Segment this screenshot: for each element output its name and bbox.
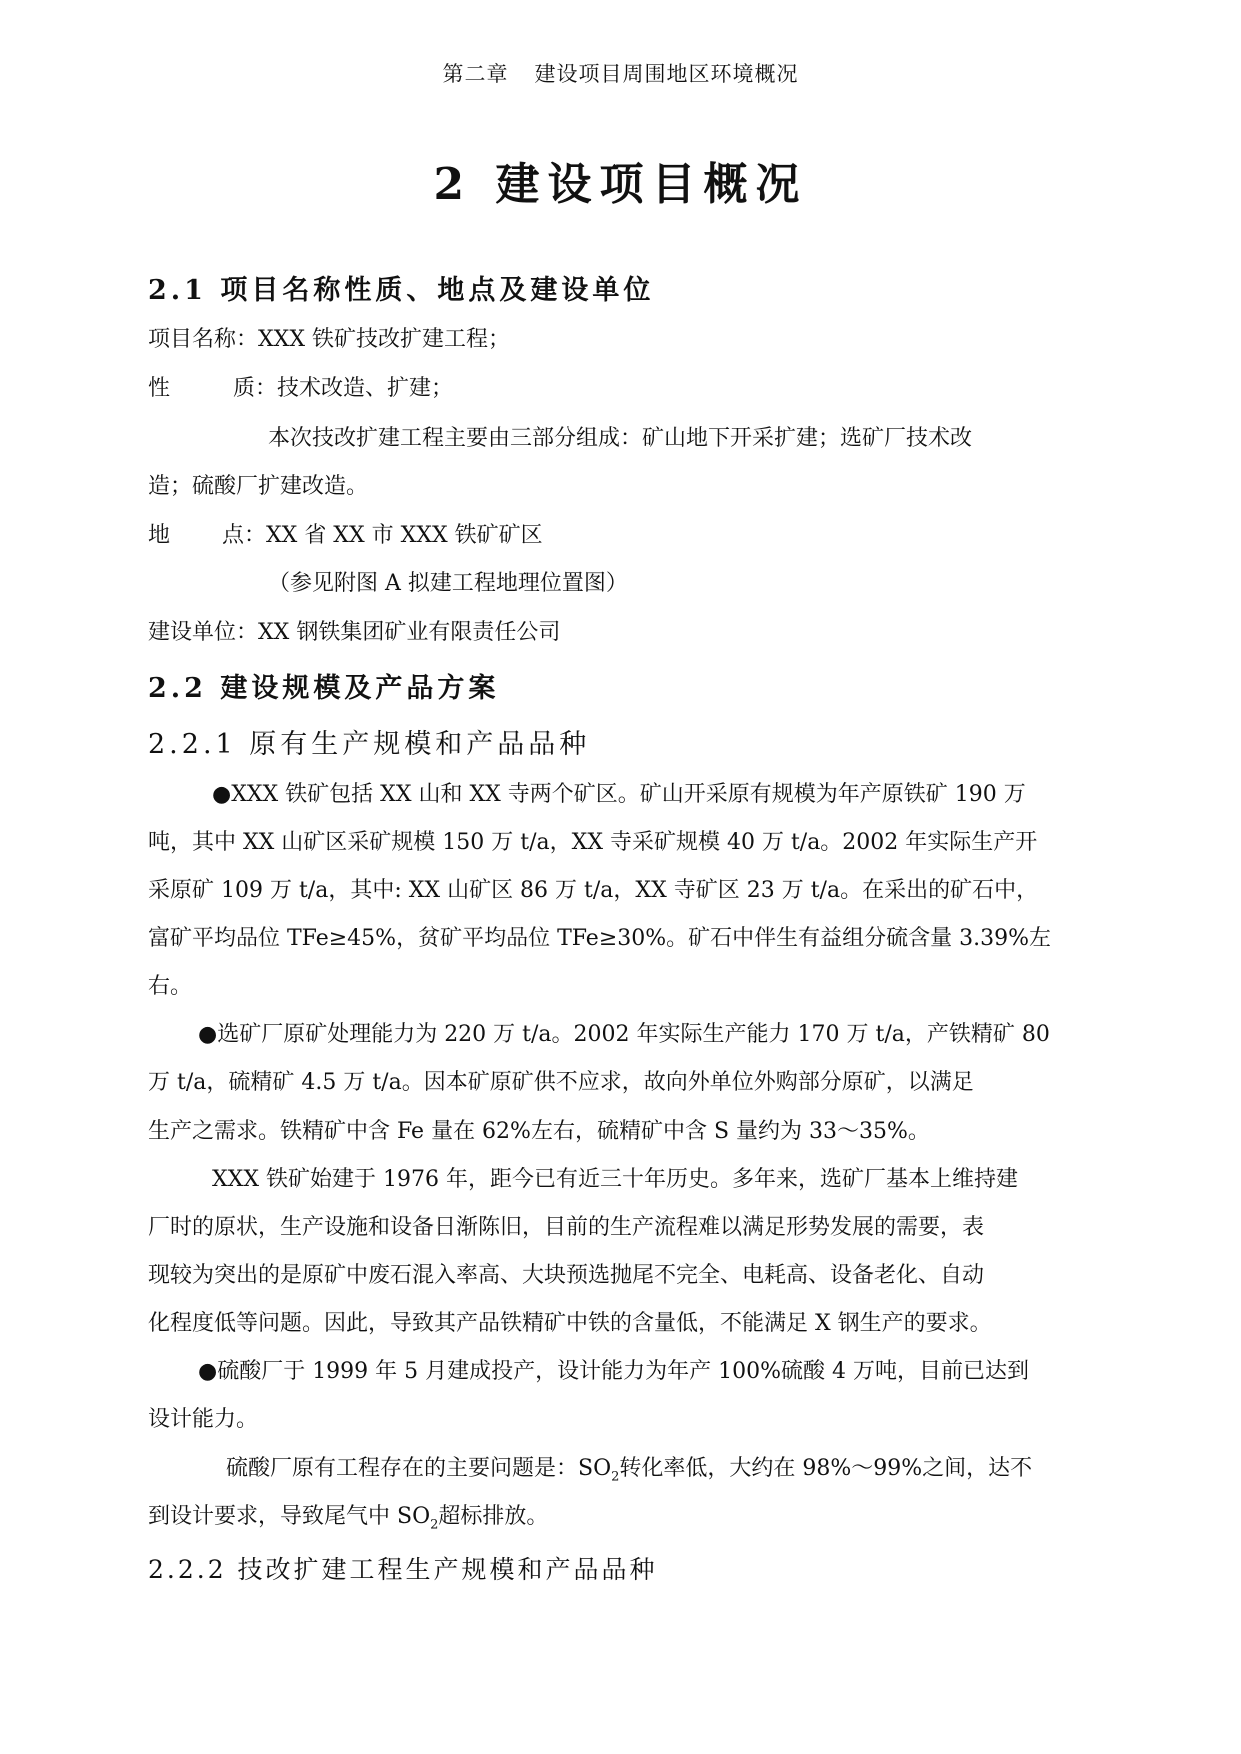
subscript-2: 2 <box>430 1517 439 1533</box>
acid-line-1: ●硫酸厂于 1999 年 5 月建成投产，设计能力为年产 100%硫酸 4 万吨，目前已达到 <box>198 1359 1030 1384</box>
history-line-1: XXX 铁矿始建于 1976 年，距今已有近三十年历史。多年来，选矿厂基本上维持建 <box>212 1167 1018 1192</box>
location-note: （参见附图 A 拟建工程地理位置图） <box>268 571 628 596</box>
header-title: 建设项目周围地区环境概况 <box>534 62 799 86</box>
plant-line-2: 万 t/a，硫精矿 4.5 万 t/a。因本矿原矿供不应求，故向外单位外购部分原矿，以满足 <box>148 1070 974 1095</box>
mine-line-3: 采原矿 109 万 t/a，其中: XX 山矿区 86 万 t/a，XX 寺矿区 23 万 t/a。在采出的矿石中， <box>148 878 1039 903</box>
section-2-1-heading: 2.1 项目名称性质、地点及建设单位 <box>148 275 655 306</box>
section-2-2-1-heading: 2.2.1 原有生产规模和产品品种 <box>148 729 591 760</box>
composition-line-2: 造；硫酸厂扩建改造。 <box>148 474 369 499</box>
header-chapter: 第二章 <box>442 62 509 86</box>
builder-line: 建设单位：XX 钢铁集团矿业有限责任公司 <box>148 620 561 645</box>
composition-line-1: 本次技改扩建工程主要由三部分组成：矿山地下开采扩建；选矿厂技术改 <box>268 426 973 451</box>
section-2-2-2-heading: 2.2.2 技改扩建工程生产规模和产品品种 <box>148 1555 658 1584</box>
section-2-2-heading: 2.2 建设规模及产品方案 <box>148 673 500 704</box>
location-value: 点：XX 省 XX 市 XXX 铁矿矿区 <box>222 523 543 548</box>
problem-line-2 <box>148 1502 548 1540</box>
chapter-title: 2 建设项目概况 <box>433 159 808 210</box>
history-line-4: 化程度低等问题。因此，导致其产品铁精矿中铁的含量低，不能满足 X 钢生产的要求。 <box>148 1311 992 1336</box>
location-label: 地 <box>148 523 171 548</box>
plant-line-1: ●选矿厂原矿处理能力为 220 万 t/a。2002 年实际生产能力 170 万 t/a，产铁精矿 80 <box>198 1022 1050 1047</box>
problem-line-2a: 到设计要求，导致尾气中 SO <box>148 1504 431 1529</box>
problem-line-1a: 硫酸厂原有工程存在的主要问题是：SO <box>226 1456 612 1481</box>
history-line-3: 现较为突出的是原矿中废石混入率高、大块预选抛尾不完全、电耗高、设备老化、自动 <box>148 1263 985 1288</box>
problem-line-2b: 超标排放。 <box>438 1504 549 1529</box>
nature-label: 性 <box>148 376 171 401</box>
project-name-line: 项目名称：XXX 铁矿技改扩建工程； <box>148 327 510 352</box>
mine-line-4: 富矿平均品位 TFe≥45%，贫矿平均品位 TFe≥30%。矿石中伴生有益组分硫含量 3.39%左 <box>148 926 1052 951</box>
history-line-2: 厂时的原状，生产设施和设备日渐陈旧，目前的生产流程难以满足形势发展的需要，表 <box>148 1215 985 1240</box>
mine-line-5: 右。 <box>148 974 193 999</box>
nature-value: 质：技术改造、扩建； <box>233 376 454 401</box>
acid-line-2: 设计能力。 <box>148 1407 259 1432</box>
problem-line-1 <box>226 1454 1032 1492</box>
subscript-2: 2 <box>611 1469 620 1485</box>
running-header <box>0 58 1241 88</box>
mine-line-1: ●XXX 铁矿包括 XX 山和 XX 寺两个矿区。矿山开采原有规模为年产原铁矿 190 万 <box>212 782 1026 807</box>
plant-line-3: 生产之需求。铁精矿中含 Fe 量在 62%左右，硫精矿中含 S 量约为 33～35%。 <box>148 1119 930 1144</box>
mine-line-2: 吨，其中 XX 山矿区采矿规模 150 万 t/a，XX 寺采矿规模 40 万 t/a。2002 年实际生产开 <box>148 830 1038 855</box>
problem-line-1b: 转化率低，大约在 98%～99%之间，达不 <box>619 1456 1033 1481</box>
